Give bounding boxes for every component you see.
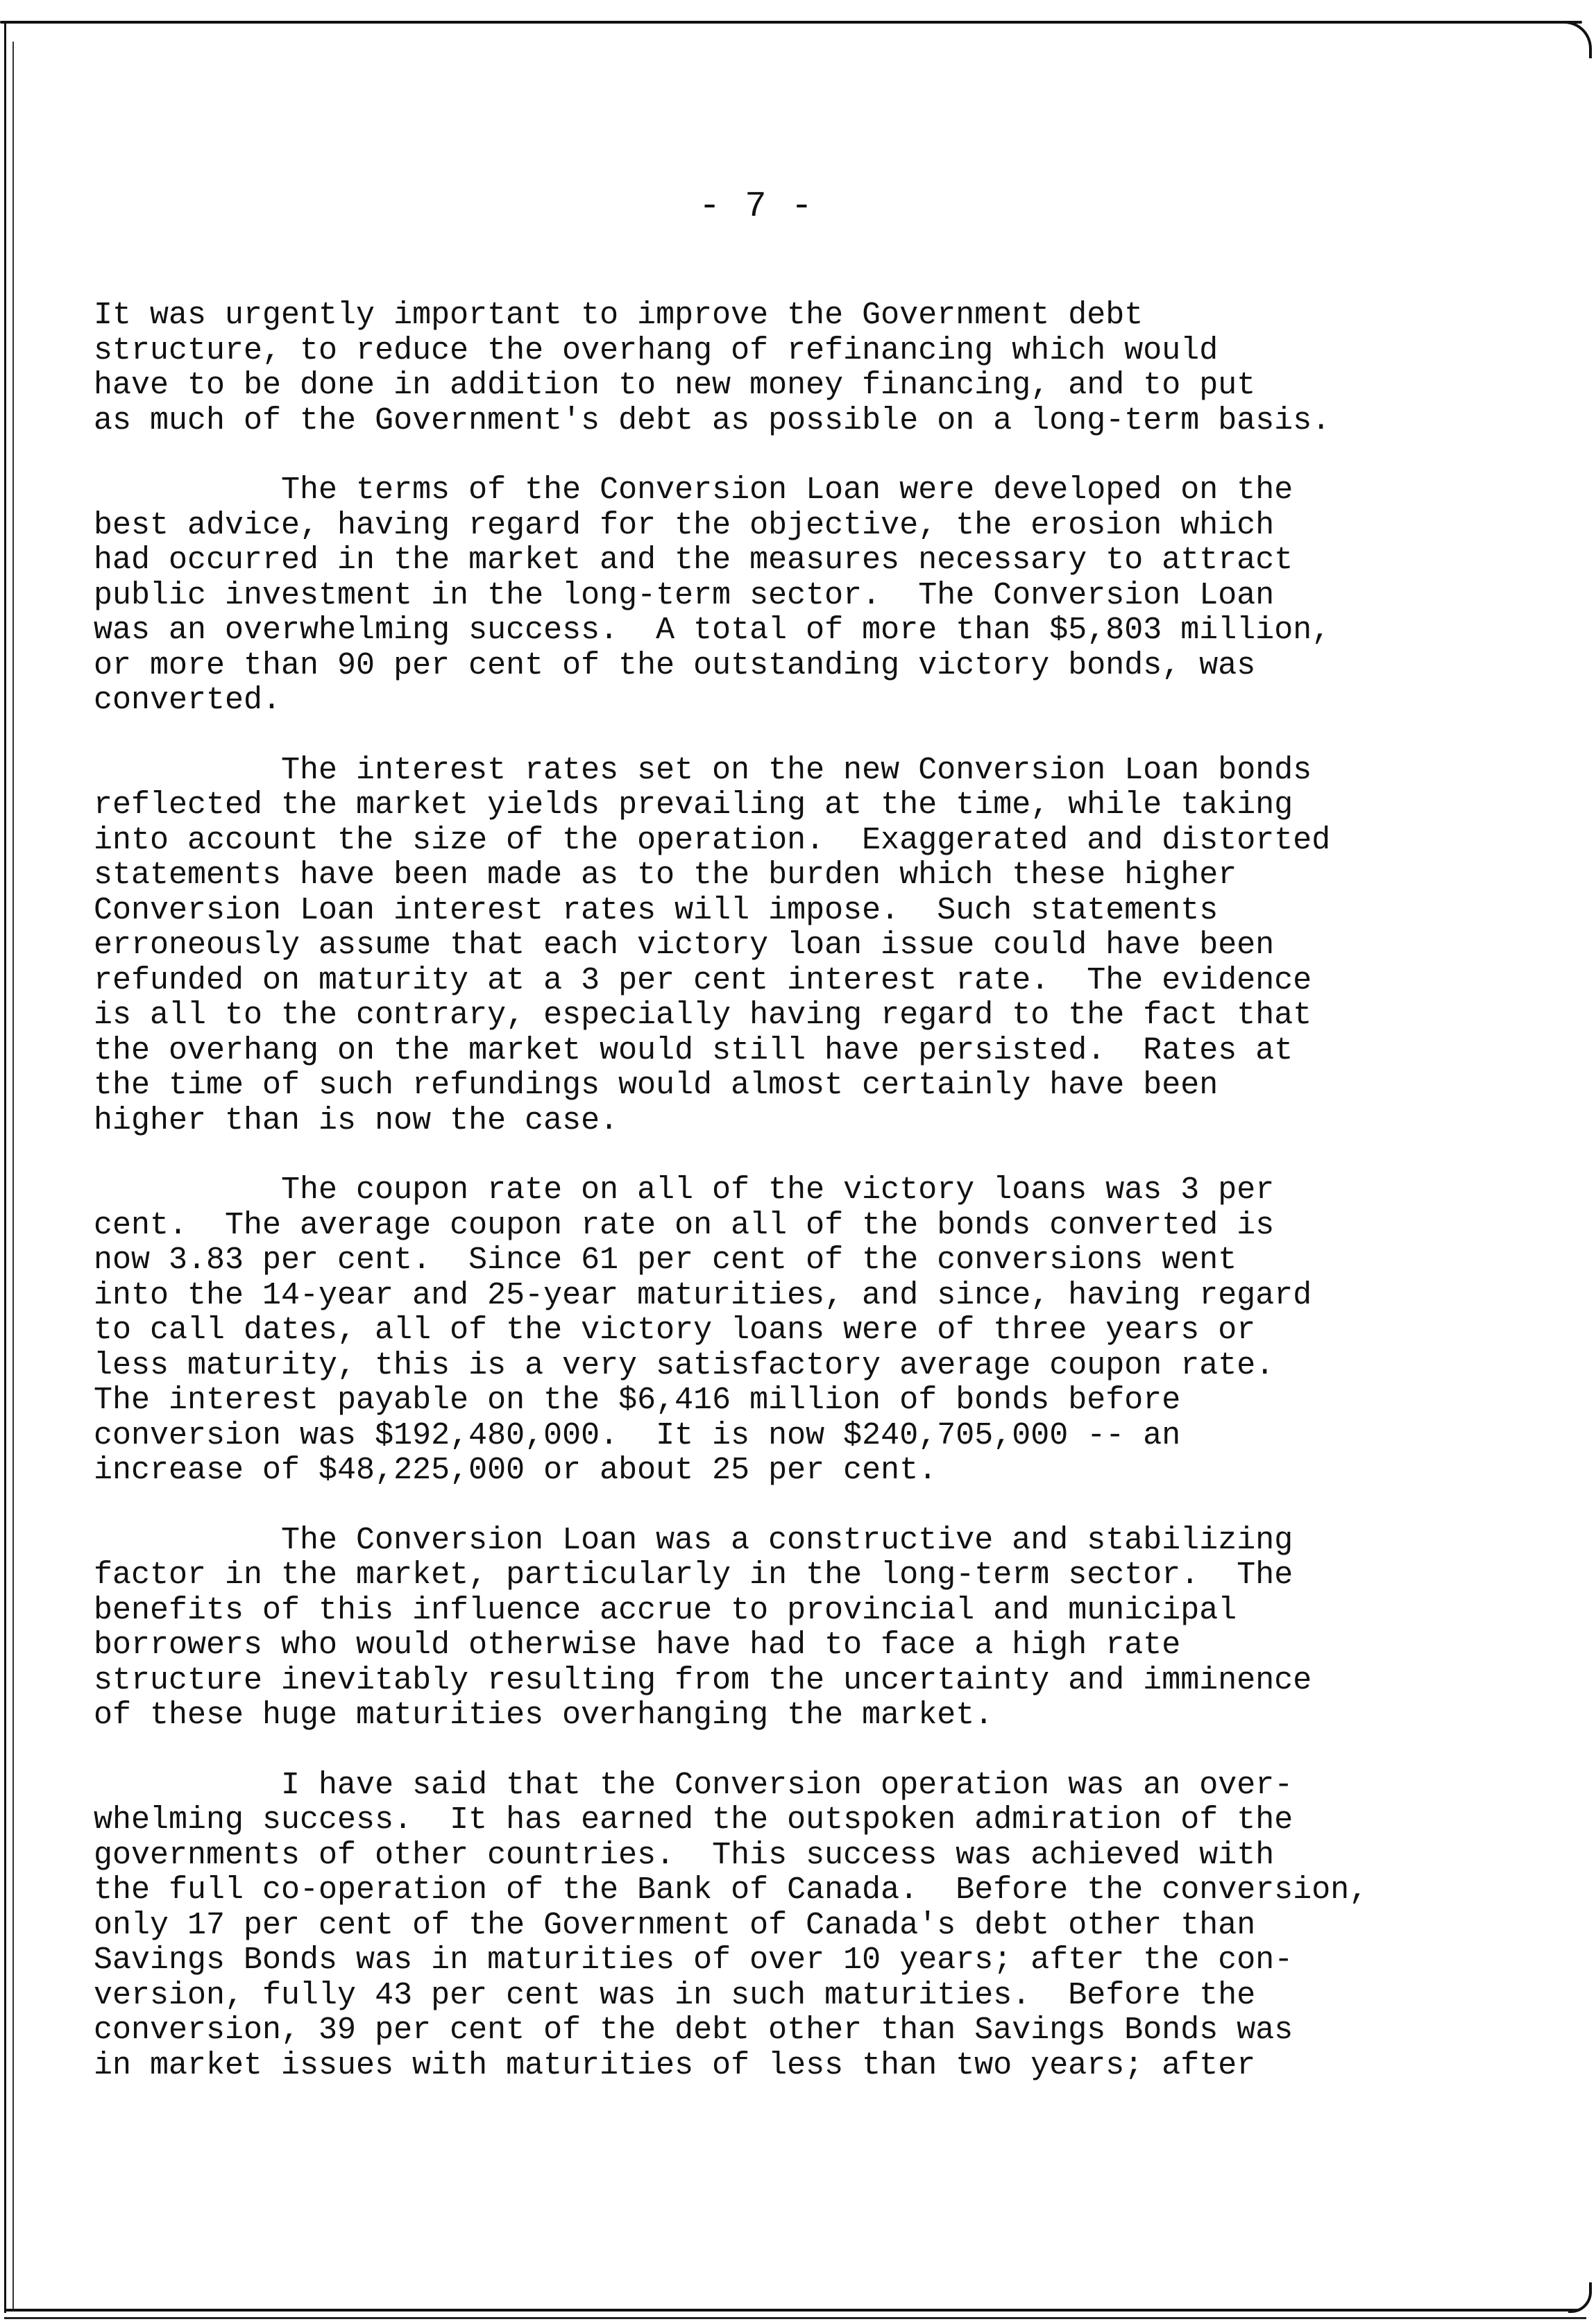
text-line: The interest rates set on the new Conversion Loan bonds	[94, 752, 1312, 788]
text-line: statements have been made as to the burden which these higher	[94, 857, 1237, 893]
text-line: have to be done in addition to new money financing, and to put	[94, 368, 1256, 403]
page-border-bottom-outer	[4, 2317, 1586, 2319]
text-line: is all to the contrary, especially having regard to the fact that	[94, 998, 1312, 1033]
text-line: the time of such refundings would almost certainly have been	[94, 1068, 1219, 1103]
text-line: best advice, having regard for the objective, the erosion which	[94, 507, 1275, 543]
paragraph-3	[94, 753, 1537, 1139]
text-line: The interest payable on the $6,416 million of bonds before	[94, 1383, 1181, 1418]
text-line: the full co-operation of the Bank of Canada. Before the conversion,	[94, 1872, 1368, 1908]
text-line: The coupon rate on all of the victory loans was 3 per	[94, 1172, 1275, 1208]
text-line: in market issues with maturities of less than two years; after	[94, 2047, 1256, 2083]
text-line: The Conversion Loan was a constructive and stabilizing	[94, 1522, 1293, 1558]
document-body	[94, 298, 1537, 2118]
text-line: factor in the market, particularly in the long-term sector. The	[94, 1557, 1293, 1593]
text-line: as much of the Government's debt as possible on a long-term basis.	[94, 402, 1331, 438]
text-line: into account the size of the operation. Exaggerated and distorted	[94, 822, 1331, 858]
text-line: public investment in the long-term sector. The Conversion Loan	[94, 577, 1275, 613]
text-line: the overhang on the market would still have persisted. Rates at	[94, 1032, 1293, 1068]
paragraph-1	[94, 298, 1537, 438]
text-line: conversion, 39 per cent of the debt other than Savings Bonds was	[94, 2013, 1293, 2048]
text-line: whelming success. It has earned the outspoken admiration of the	[94, 1802, 1293, 1838]
text-line: less maturity, this is a very satisfactory average coupon rate.	[94, 1347, 1275, 1383]
text-line: conversion was $192,480,000. It is now $240,705,000 -- an	[94, 1417, 1181, 1453]
text-line: increase of $48,225,000 or about 25 per cent.	[94, 1453, 937, 1488]
page-number: - 7 -	[698, 186, 815, 227]
text-line: version, fully 43 per cent was in such maturities. Before the	[94, 1977, 1256, 2013]
page-border-corner-top-right	[1561, 21, 1592, 58]
paragraph-4	[94, 1173, 1537, 1489]
paragraph-6	[94, 1768, 1537, 2084]
text-line: only 17 per cent of the Government of Canada's debt other than	[94, 1907, 1256, 1943]
text-line: had occurred in the market and the measures necessary to attract	[94, 542, 1293, 578]
text-line: now 3.83 per cent. Since 61 per cent of the conversions went	[94, 1242, 1237, 1278]
text-line: borrowers who would otherwise have had to face a high rate	[94, 1627, 1181, 1663]
page-border-top	[0, 21, 1582, 24]
text-line: It was urgently important to improve the Government debt	[94, 298, 1144, 333]
page-border-left	[4, 24, 6, 2313]
page-border-left-inner	[12, 42, 14, 2310]
text-line: The terms of the Conversion Loan were developed on the	[94, 472, 1293, 508]
text-line: Conversion Loan interest rates will impose. Such statements	[94, 892, 1219, 928]
text-line: structure, to reduce the overhang of refinancing which would	[94, 332, 1219, 368]
page-border-bottom	[4, 2309, 1579, 2312]
text-line: into the 14-year and 25-year maturities, and since, having regard	[94, 1277, 1312, 1313]
text-line: refunded on maturity at a 3 per cent interest rate. The evidence	[94, 962, 1312, 998]
text-line: governments of other countries. This success was achieved with	[94, 1837, 1275, 1873]
text-line: or more than 90 per cent of the outstanding victory bonds, was	[94, 647, 1256, 683]
text-line: converted.	[94, 683, 282, 718]
text-line: benefits of this influence accrue to provincial and municipal	[94, 1592, 1237, 1628]
text-line: reflected the market yields prevailing at the time, while taking	[94, 787, 1293, 823]
text-line: I have said that the Conversion operation was an over-	[94, 1767, 1293, 1803]
text-line: higher than is now the case.	[94, 1102, 619, 1138]
text-line: to call dates, all of the victory loans were of three years or	[94, 1313, 1256, 1348]
text-line: of these huge maturities overhanging the market.	[94, 1698, 994, 1733]
page-border-corner-bottom-right	[1568, 2282, 1592, 2313]
text-line: structure inevitably resulting from the uncertainty and imminence	[94, 1662, 1312, 1698]
paragraph-5	[94, 1523, 1537, 1734]
text-line: cent. The average coupon rate on all of the bonds converted is	[94, 1207, 1275, 1243]
text-line: erroneously assume that each victory loan issue could have been	[94, 928, 1275, 963]
text-line: was an overwhelming success. A total of more than $5,803 million,	[94, 613, 1331, 648]
text-line: Savings Bonds was in maturities of over 10 years; after the con-	[94, 1942, 1293, 1978]
paragraph-2	[94, 473, 1537, 719]
